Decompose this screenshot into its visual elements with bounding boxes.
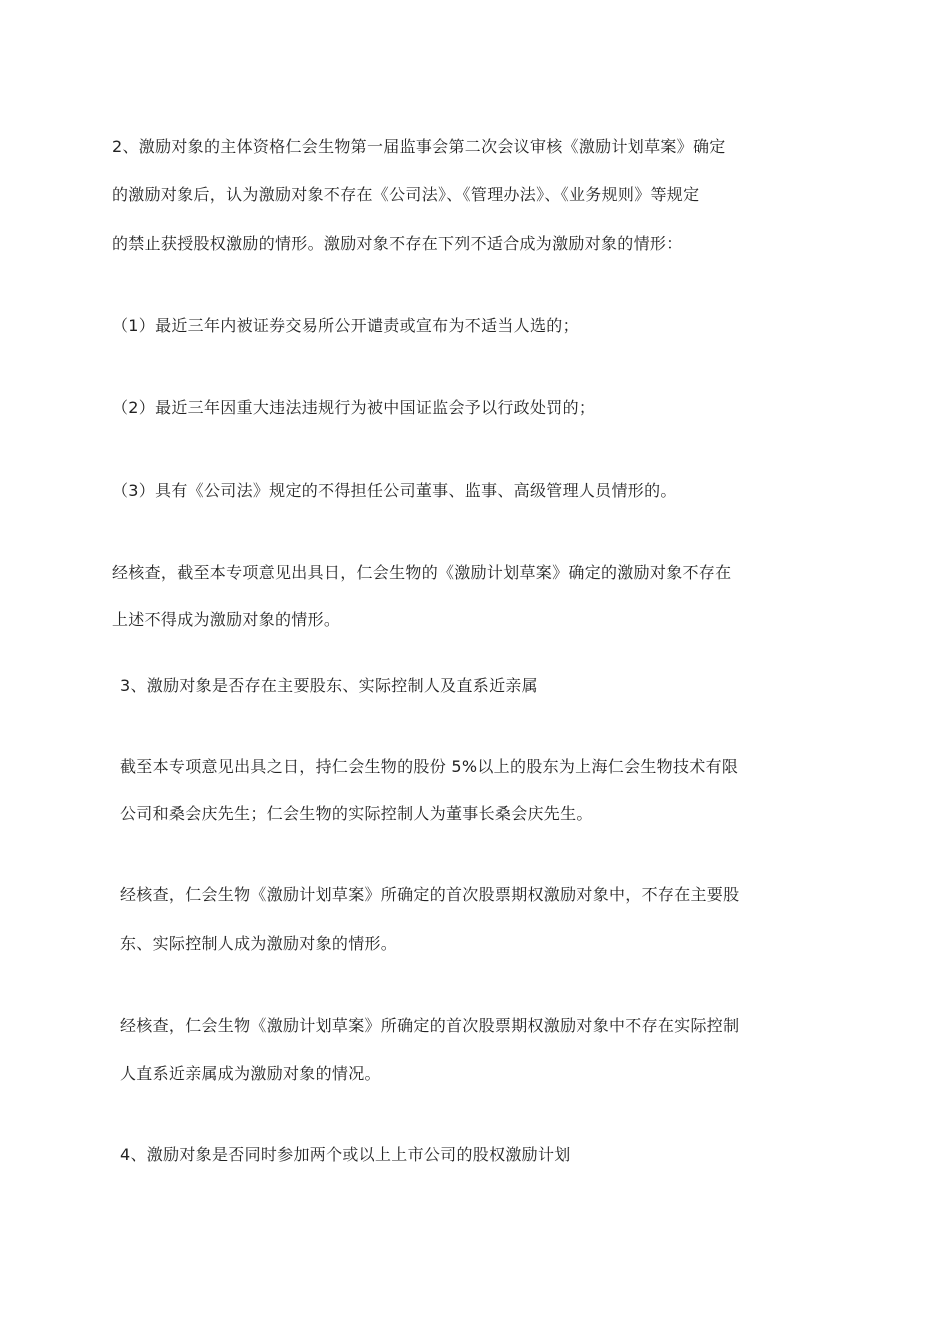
section3-para3-line-1: 经核查，仁会生物《激励计划草案》所确定的首次股票期权激励对象中不存在实际控制 <box>120 1016 740 1035</box>
section3-para2-line-2: 东、实际控制人成为激励对象的情形。 <box>120 934 398 953</box>
section2-line-2: 的激励对象后，认为激励对象不存在《公司法》、《管理办法》、《业务规则》等规定 <box>112 185 700 204</box>
section2-line-3: 的禁止获授股权激励的情形。激励对象不存在下列不适合成为激励对象的情形： <box>112 234 683 253</box>
section3-para2-line-1: 经核查，仁会生物《激励计划草案》所确定的首次股票期权激励对象中，不存在主要股 <box>120 885 740 904</box>
conclusion1-line-1: 经核查，截至本专项意见出具日，仁会生物的《激励计划草案》确定的激励对象不存在 <box>112 563 732 582</box>
section4-heading: 4、激励对象是否同时参加两个或以上上市公司的股权激励计划 <box>120 1145 571 1164</box>
section3-para1-line-2: 公司和桑会庆先生；仁会生物的实际控制人为董事长桑会庆先生。 <box>120 804 593 823</box>
section2-line-1: 2、激励对象的主体资格仁会生物第一届监事会第二次会议审核《激励计划草案》确定 <box>112 137 726 156</box>
list-item-2: （2）最近三年因重大违法违规行为被中国证监会予以行政处罚的； <box>112 398 596 417</box>
list-item-3: （3）具有《公司法》规定的不得担任公司董事、监事、高级管理人员情形的。 <box>112 481 677 500</box>
section3-para3-line-2: 人直系近亲属成为激励对象的情况。 <box>120 1064 381 1083</box>
list-item-1: （1）最近三年内被证券交易所公开谴责或宣布为不适当人选的； <box>112 316 579 335</box>
conclusion1-line-2: 上述不得成为激励对象的情形。 <box>112 610 341 629</box>
section3-heading: 3、激励对象是否存在主要股东、实际控制人及直系近亲属 <box>120 676 538 695</box>
section3-para1-line-1: 截至本专项意见出具之日，持仁会生物的股份 5%以上的股东为上海仁会生物技术有限 <box>120 757 739 776</box>
